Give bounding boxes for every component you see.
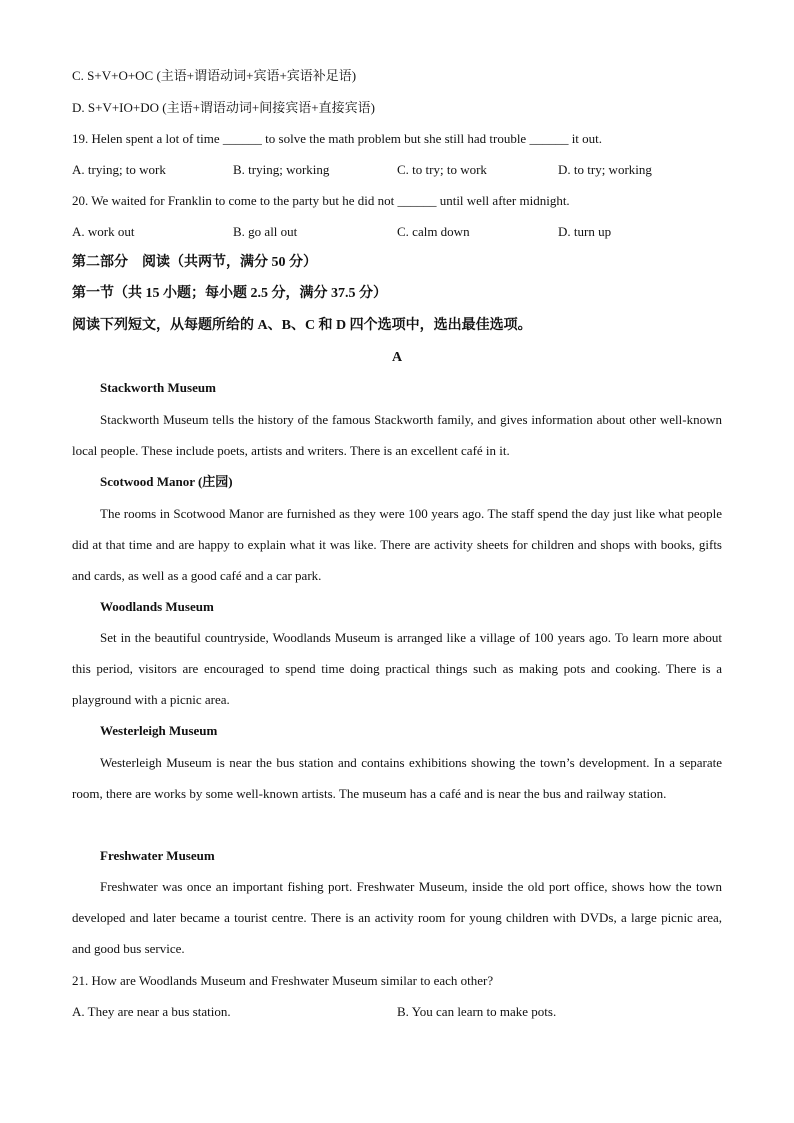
passage-label: A — [391, 350, 403, 365]
option-c-grammar: C. S+V+O+OC (主语+谓语动词+宾语+宾语补足语) — [72, 68, 357, 83]
museum-description: Set in the beautiful countryside, Woodlands Museum is arranged like a village of 100 years ago. To learn more about this period, visitors are encouraged to spend time doing practical things such as making pots and cooking. There is a playground with a picnic area. — [72, 630, 722, 707]
question-21-options — [72, 1004, 722, 1020]
q19-option-b[interactable]: B. trying; working — [233, 162, 330, 177]
q20-option-c[interactable]: C. calm down — [397, 224, 470, 239]
museum-heading: Westerleigh Museum — [100, 723, 218, 738]
museum-description: The rooms in Scotwood Manor are furnished as they were 100 years ago. The staff spend the day just like what people did at that time and are happy to explain what it was like. There are activity sheets for children and shops with books, gifts and cards, as well as a good café and a car park. — [72, 506, 722, 583]
section-1-title: 第一节（共 15 小题；每小题 2.5 分，满分 37.5 分） — [72, 286, 387, 301]
question-20-options — [72, 224, 722, 240]
museum-description: Westerleigh Museum is near the bus station and contains exhibitions showing the town’s development. In a separate room, there are works by some well-known artists. The museum has a café and is near the bus and railway station. — [72, 755, 722, 801]
museum-heading: Stackworth Museum — [100, 380, 216, 395]
museum-heading: Freshwater Museum — [100, 848, 215, 863]
option-d-grammar: D. S+V+IO+DO (主语+谓语动词+间接宾语+直接宾语) — [72, 100, 375, 115]
q19-option-d[interactable]: D. to try; working — [558, 162, 652, 177]
q20-option-b[interactable]: B. go all out — [233, 224, 298, 239]
museum-description: Stackworth Museum tells the history of the famous Stackworth family, and gives information about other well-known local people. These include poets, artists and writers. There is an excellent café in it. — [72, 412, 722, 458]
museum-description: Freshwater was once an important fishing port. Freshwater Museum, inside the old port office, shows how the town developed and later became a tourist centre. There is an activity room for young children with DVDs, a large picnic area, and good bus service. — [72, 879, 722, 956]
question-21-stem: 21. How are Woodlands Museum and Freshwater Museum similar to each other? — [72, 973, 494, 988]
part-2-title: 第二部分 阅读（共两节，满分 50 分） — [72, 255, 317, 270]
q19-option-c[interactable]: C. to try; to work — [397, 162, 487, 177]
q21-option-b[interactable]: B. You can learn to make pots. — [397, 1004, 557, 1019]
reading-instruction: 阅读下列短文，从每题所给的 A、B、C 和 D 四个选项中，选出最佳选项。 — [72, 318, 532, 333]
museum-heading: Scotwood Manor (庄园) — [100, 474, 233, 489]
q21-option-a[interactable]: A. They are near a bus station. — [72, 1004, 231, 1019]
museum-heading: Woodlands Museum — [100, 599, 214, 614]
question-20-stem: 20. We waited for Franklin to come to the party but he did not ______ until well after midnight. — [72, 193, 570, 208]
question-19-options — [72, 162, 722, 178]
question-19-stem: 19. Helen spent a lot of time ______ to solve the math problem but she still had trouble ______ it out. — [72, 131, 603, 146]
q20-option-a[interactable]: A. work out — [72, 224, 135, 239]
q19-option-a[interactable]: A. trying; to work — [72, 162, 166, 177]
q20-option-d[interactable]: D. turn up — [558, 224, 612, 239]
